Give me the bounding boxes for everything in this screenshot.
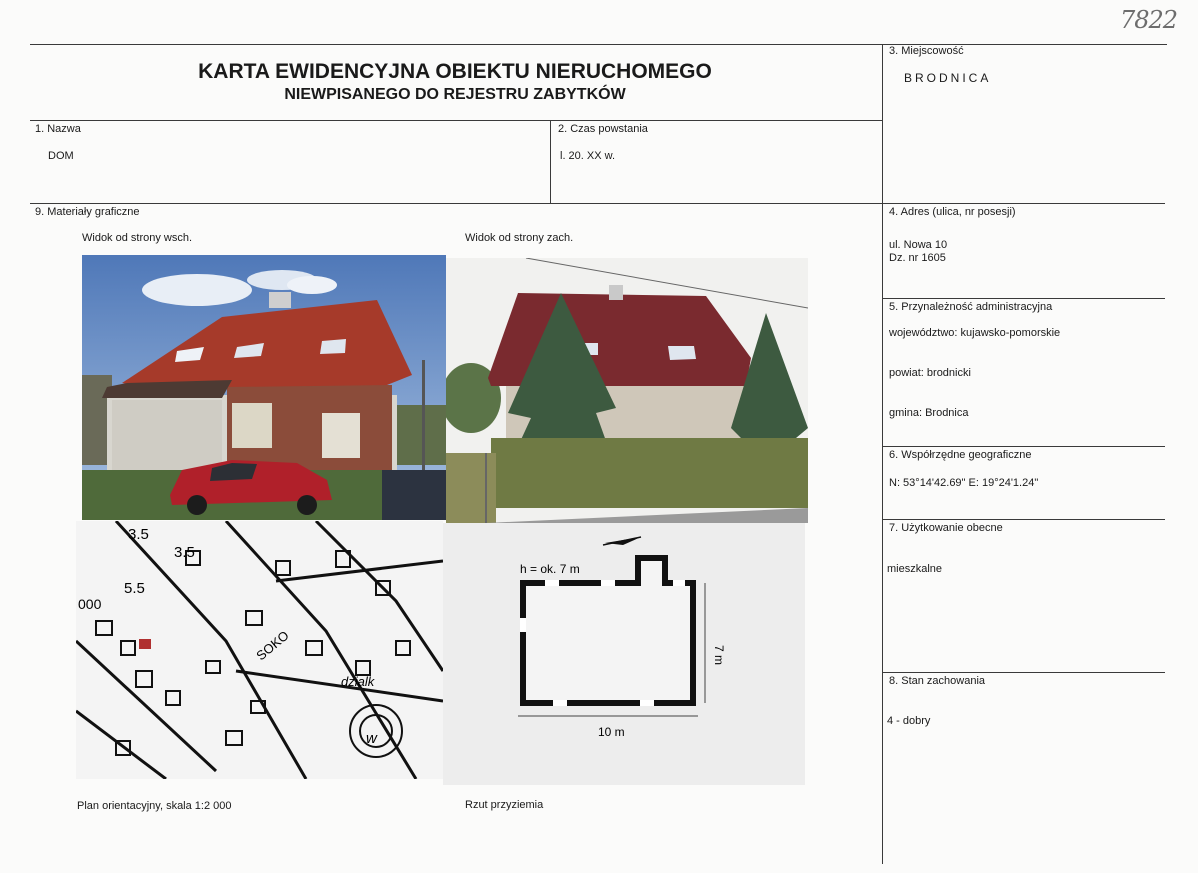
col-divider-left <box>550 120 551 203</box>
photo-west-view <box>446 258 808 523</box>
col-divider-right <box>882 44 883 864</box>
map-elev-1: 3.5 <box>128 526 149 543</box>
condition-value: 4 - dobry <box>887 715 931 727</box>
map-district: dzialk <box>341 674 375 689</box>
floor-plan-caption: Rzut przyziemia <box>465 799 544 811</box>
photo-east-view <box>82 255 446 520</box>
usage-label: 7. Użytkowanie obecne <box>889 522 1003 534</box>
section-rule-1 <box>30 203 1165 204</box>
card-title: KARTA EWIDENCYJNA OBIEKTU NIERUCHOMEGO <box>198 60 712 83</box>
rule-coords <box>882 446 1165 447</box>
coords-label: 6. Współrzędne geograficzne <box>889 449 1032 461</box>
catalog-number: 7822 <box>1120 6 1178 34</box>
map-code: 000 <box>78 596 102 612</box>
coords-value: N: 53°14'42.69" E: 19°24'1.24" <box>889 477 1039 489</box>
name-label: 1. Nazwa <box>35 123 81 135</box>
map-street: SOKO <box>253 627 292 664</box>
top-rule <box>30 44 1167 45</box>
view-east-caption: Widok od strony wsch. <box>82 232 193 244</box>
map-elev-2: 3.5 <box>174 544 195 561</box>
map-water: w <box>366 730 377 747</box>
admin-label: 5. Przynależność administracyjna <box>889 301 1053 313</box>
period-value: l. 20. XX w. <box>560 150 616 162</box>
site-plan-map <box>76 521 443 779</box>
admin-commune: gmina: Brodnica <box>889 407 969 419</box>
usage-value: mieszkalne <box>887 563 943 575</box>
locality-value: BRODNICA <box>904 71 992 85</box>
floor-plan-height: h = ok. 7 m <box>520 562 580 576</box>
floor-plan <box>443 523 805 785</box>
title-bottom-rule <box>30 120 882 121</box>
floor-plan-width: 10 m <box>598 725 625 739</box>
address-label: 4. Adres (ulica, nr posesji) <box>889 206 1016 218</box>
rule-condition <box>882 672 1165 673</box>
address-line1: ul. Nowa 10 <box>889 239 948 251</box>
rule-admin <box>882 298 1165 299</box>
admin-voivodeship: województwo: kujawsko-pomorskie <box>889 327 1061 339</box>
floor-plan-depth: 7 m <box>712 645 726 666</box>
rule-usage <box>882 519 1165 520</box>
period-label: 2. Czas powstania <box>558 123 648 135</box>
card-subtitle: NIEWPISANEGO DO REJESTRU ZABYTKÓW <box>284 86 626 103</box>
locality-label: 3. Miejscowość <box>889 45 964 57</box>
map-elev-3: 5.5 <box>124 580 145 597</box>
graphics-label: 9. Materiały graficzne <box>35 206 140 218</box>
name-value: DOM <box>48 150 74 162</box>
admin-county: powiat: brodnicki <box>889 367 971 379</box>
site-plan-caption: Plan orientacyjny, skala 1:2 000 <box>77 800 232 812</box>
condition-label: 8. Stan zachowania <box>889 675 986 687</box>
address-line2: Dz. nr 1605 <box>889 252 946 264</box>
view-west-caption: Widok od strony zach. <box>465 232 574 244</box>
